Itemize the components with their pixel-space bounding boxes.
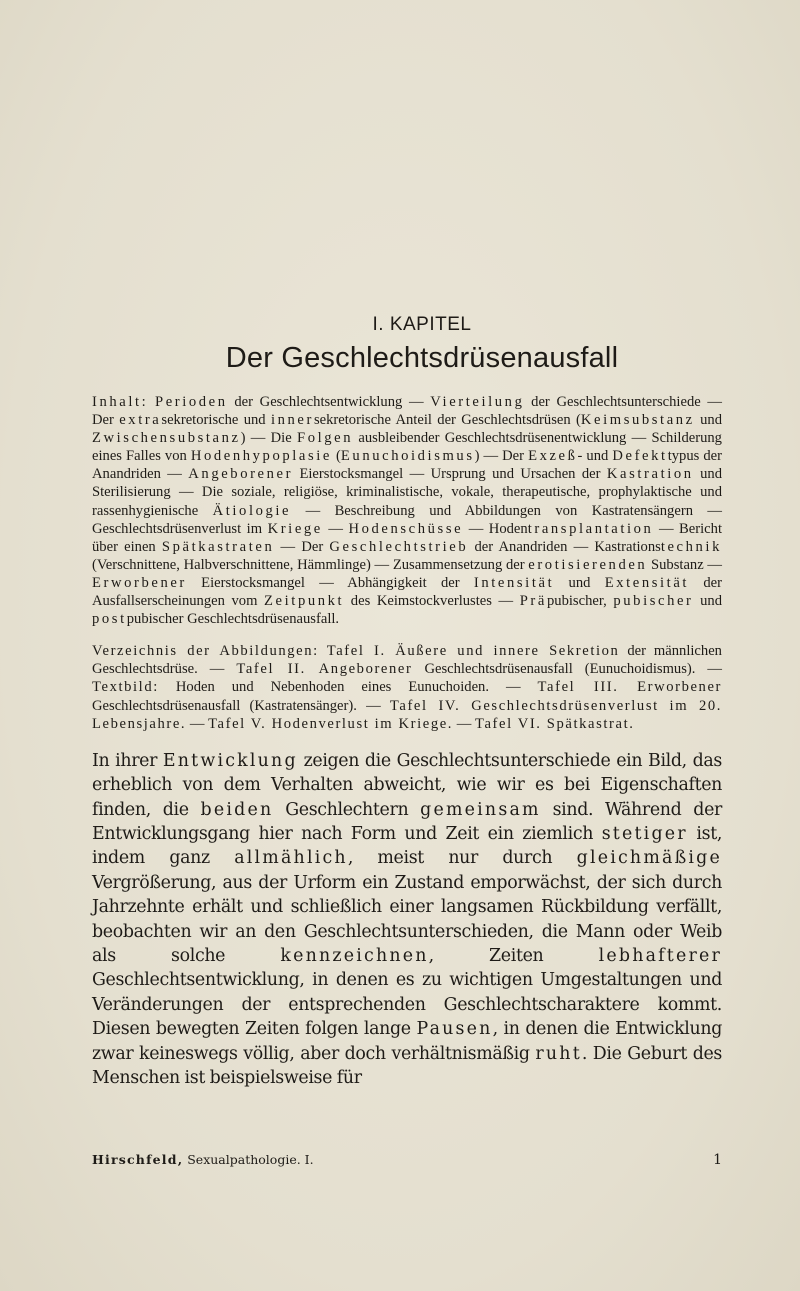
text-run: — bbox=[186, 715, 209, 732]
text-run: (Verschnittene, Halbverschnittene, Hämmlinge) — Zusammensetzung der bbox=[92, 556, 529, 573]
spaced-emphasis: Intensität bbox=[473, 574, 555, 591]
spaced-emphasis: Spätkastraten bbox=[161, 538, 275, 555]
text-run: Geschlechtsdrüsenausfall (Kastratensänger). — bbox=[92, 697, 390, 714]
spaced-emphasis: gemeinsam bbox=[420, 799, 541, 820]
text-run: Eierstocksmangel — Abhängigkeit der bbox=[186, 574, 474, 591]
text-run: — Hoden bbox=[463, 520, 528, 537]
spaced-emphasis: Ätiologie bbox=[212, 502, 292, 519]
spaced-emphasis: inner bbox=[270, 412, 314, 429]
text-run: pubischer, bbox=[546, 593, 614, 610]
text-run: — bbox=[453, 715, 475, 732]
page-content bbox=[92, 314, 722, 1090]
text-run: Geschlechtsdrüsenausfall (Eunuchoidismus). — bbox=[412, 661, 722, 678]
spaced-emphasis: transplantation bbox=[527, 520, 654, 537]
spaced-emphasis: Geschlechtstrieb bbox=[329, 538, 469, 555]
text-run: Eierstocksmangel — Ursprung und Ursachen der bbox=[293, 466, 607, 483]
text-run: und bbox=[693, 593, 722, 610]
text-run: Geschlechtsentwicklung, in denen es zu wichtigen Umgestaltungen und Veränderungen der entsprechenden Geschlechtscharaktere kommt. Diesen bewegten Zeiten folgen lange bbox=[92, 970, 722, 1040]
spaced-emphasis: kennzeichnen bbox=[280, 945, 429, 966]
spaced-emphasis: Zwischensubstanz bbox=[92, 430, 241, 447]
text-run: sekretorische und bbox=[161, 412, 271, 429]
text-run: . Die Geburt des Menschen ist beispielsweise für bbox=[92, 1043, 722, 1088]
text-run bbox=[319, 643, 327, 659]
spaced-emphasis: Kriege bbox=[267, 520, 323, 537]
text-run: ist, indem ganz bbox=[92, 823, 723, 869]
text-run: zeigen die Geschlechtsunterschiede ein Bild, das erheblich von dem Verhalten abweicht, wie wir es bei Eigenschaften finden, die bbox=[92, 750, 722, 820]
spaced-emphasis: Exzeß bbox=[528, 448, 578, 465]
text-run: Geschlechtern bbox=[273, 799, 421, 820]
spaced-emphasis: Kastration bbox=[606, 466, 694, 483]
spaced-emphasis: Tafel V. Hodenverlust im Kriege. bbox=[208, 715, 454, 732]
spaced-emphasis: Inhalt: bbox=[92, 394, 149, 410]
spaced-emphasis: ruht bbox=[535, 1043, 582, 1064]
spaced-emphasis: Defekt bbox=[612, 448, 668, 465]
spaced-emphasis: erotisierenden bbox=[528, 556, 648, 573]
spaced-emphasis: Keimsubstanz bbox=[580, 412, 695, 429]
text-run: der Anandriden — Kastrations bbox=[468, 538, 661, 555]
spaced-emphasis: Pausen bbox=[416, 1019, 493, 1040]
spaced-emphasis: Folgen bbox=[296, 430, 354, 447]
text-run: — Bericht über einen bbox=[92, 520, 722, 555]
text-run: der Geschlechtsunterschiede — Der bbox=[92, 394, 722, 429]
spaced-emphasis: Tafel I. Äußere und innere Sekretion bbox=[326, 643, 620, 660]
text-run: sekretorische Anteil der Geschlechtsdrüsen ( bbox=[313, 412, 581, 429]
spaced-emphasis: Verzeichnis der Abbildungen: bbox=[92, 643, 319, 660]
spaced-emphasis: Hodenschüsse bbox=[348, 520, 464, 537]
spaced-emphasis: extra bbox=[119, 412, 162, 429]
text-run: ausbleibender Geschlechtsdrüsenentwicklung — Schilderung eines Falles von bbox=[92, 430, 722, 465]
chapter-title: Der Geschlechtsdrüsenausfall bbox=[225, 342, 619, 374]
text-run: der männlichen Geschlechtsdrüse. — bbox=[92, 643, 722, 678]
text-run: des Keimstockverlustes — bbox=[344, 593, 520, 610]
page-footer bbox=[92, 1152, 722, 1167]
spaced-emphasis: Extensität bbox=[604, 574, 690, 591]
spaced-emphasis: beiden bbox=[200, 799, 274, 820]
spaced-emphasis: Entwicklung bbox=[162, 750, 298, 771]
spaced-emphasis: allmählich bbox=[234, 848, 348, 869]
text-run: und bbox=[554, 574, 605, 591]
text-run: Hoden und Nebenhoden eines Eunuchoiden. — bbox=[158, 679, 538, 696]
text-run: der Ausfallserscheinungen vom bbox=[92, 574, 722, 610]
spaced-emphasis: Eunuchoidismus bbox=[340, 448, 475, 465]
text-run: pubischer Geschlechtsdrüsenausfall. bbox=[126, 611, 340, 628]
text-run: , meist nur durch bbox=[347, 848, 577, 869]
spaced-emphasis: Textbild: bbox=[92, 679, 159, 696]
text-run: Vergrößerung, aus der Urform ein Zustand emporwächst, der sich durch Jahrzehnte erhält und schließlich einer langsamen Rückbildung verfällt, beobachten wir an den Geschlechtsunterschieden, die Mann oder Weib als solche bbox=[92, 872, 722, 966]
spaced-emphasis: Prä bbox=[519, 593, 547, 610]
spaced-emphasis: gleichmäßige bbox=[576, 848, 722, 869]
footer-author: Hirschfeld, bbox=[92, 1152, 184, 1167]
list-of-figures bbox=[92, 642, 722, 732]
spaced-emphasis: Zeitpunkt bbox=[264, 593, 345, 610]
spaced-emphasis: Tafel IV. Geschlechtsdrüsenverlust im 20. Lebensjahre. bbox=[92, 697, 722, 732]
text-run: — Der bbox=[274, 538, 330, 555]
spaced-emphasis: stetiger bbox=[601, 823, 688, 844]
spaced-emphasis: Tafel VI. Spätkastrat. bbox=[474, 715, 635, 732]
text-run: typus der Anandriden — bbox=[92, 448, 722, 483]
text-run: und bbox=[694, 412, 722, 429]
spaced-emphasis: pubischer bbox=[613, 593, 694, 610]
text-run: , in denen die Entwicklung zwar keineswegs völlig, aber doch verhältnismäßig bbox=[92, 1019, 722, 1064]
text-run: der Geschlechtsentwicklung — bbox=[227, 394, 431, 410]
text-run: Substanz — bbox=[647, 556, 722, 573]
text-run: In ihrer bbox=[92, 750, 163, 771]
spaced-emphasis: Hodenhypoplasie bbox=[190, 448, 332, 465]
text-run: ) — Der bbox=[474, 448, 529, 465]
spaced-emphasis: Angeborener bbox=[188, 466, 294, 483]
text-run: und Sterilisierung — Die soziale, religiöse, kriminalistische, vokale, therapeutische, prophylaktische und rassenhygienische bbox=[92, 466, 722, 519]
spaced-emphasis: Erworbener bbox=[92, 574, 187, 591]
spaced-emphasis: technik bbox=[660, 538, 722, 555]
page-number: 1 bbox=[713, 1152, 722, 1168]
chapter-number: I. KAPITEL bbox=[372, 314, 472, 335]
spaced-emphasis: Tafel II. Angeborener bbox=[236, 661, 413, 678]
text-run: sind. Während der Entwicklungsgang hier nach Form und Zeit ein ziemlich bbox=[92, 799, 722, 844]
text-run: ( bbox=[332, 448, 341, 465]
spaced-emphasis: Vierteilung bbox=[430, 394, 525, 410]
text-run: ) — Die bbox=[240, 430, 297, 447]
body-paragraph bbox=[92, 749, 722, 1091]
text-run: , Zeiten bbox=[428, 945, 599, 966]
spaced-emphasis: Perioden bbox=[154, 394, 228, 410]
spaced-emphasis: Tafel III. Erworbener bbox=[537, 679, 722, 696]
chapter-summary bbox=[92, 393, 722, 628]
text-run: - und bbox=[577, 448, 613, 465]
spaced-emphasis: lebhafterer bbox=[598, 945, 722, 966]
text-run bbox=[148, 394, 155, 410]
spaced-emphasis: post bbox=[92, 611, 127, 628]
text-run: — bbox=[322, 520, 349, 537]
footer-work: Sexualpathologie. I. bbox=[183, 1152, 314, 1167]
text-run: — Beschreibung und Abbildungen von Kastratensängern — Geschlechtsdrüsenverlust im bbox=[92, 502, 723, 537]
